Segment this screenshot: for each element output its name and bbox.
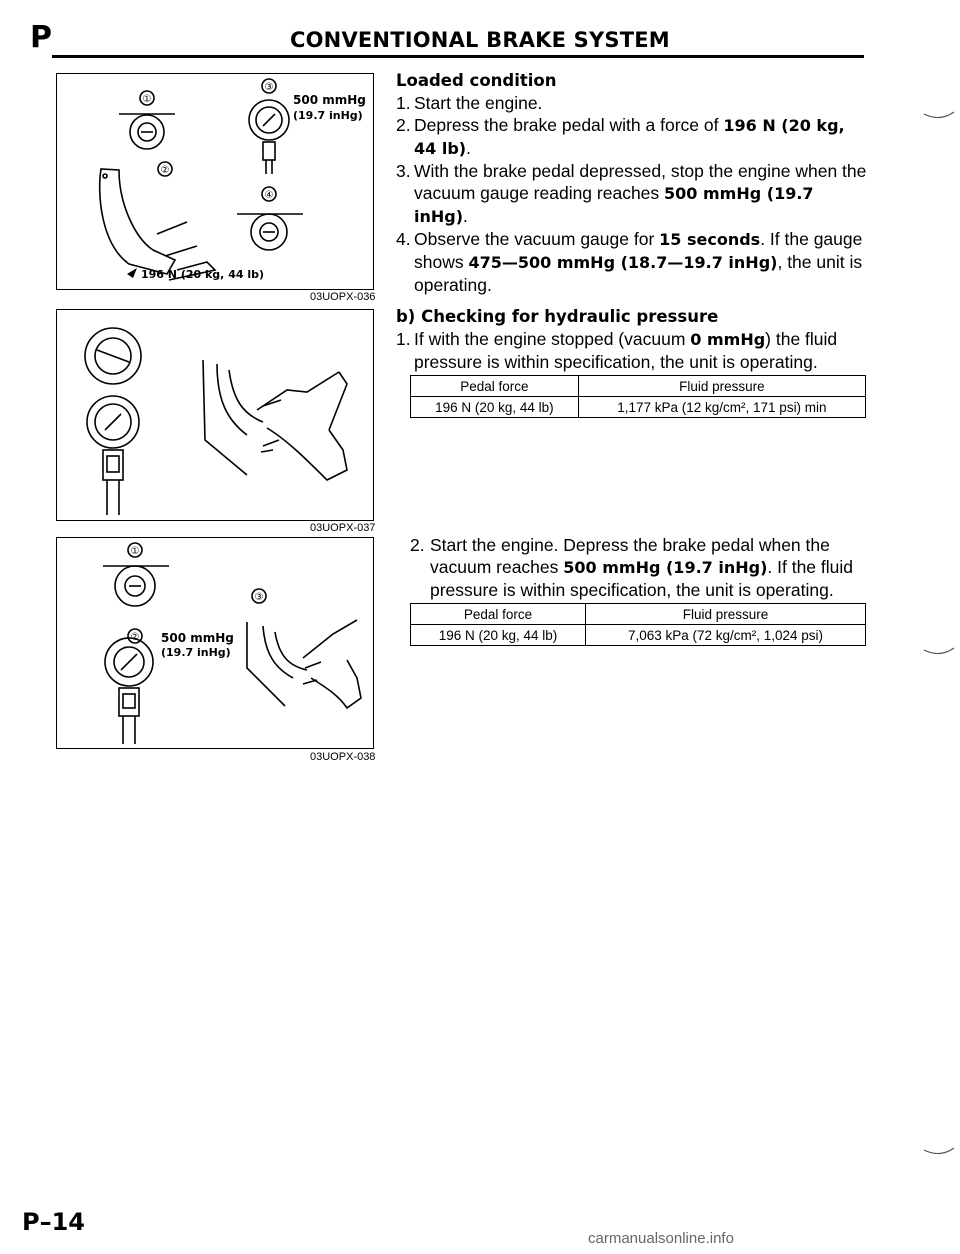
step-text: . [463,206,468,226]
step-text: . If the gauge shows [414,229,863,272]
callout-3: ③ [264,82,274,93]
hydraulic-heading: b) Checking for hydraulic pressure [396,307,719,326]
figure-vacuum-loaded [56,73,374,290]
figure-3-illustration [57,538,373,748]
callout-2: ② [160,165,170,176]
callout-1: ① [142,94,152,105]
table-header-row [411,604,866,625]
force-label: 196 N (20 kg, 44 lb) [141,268,264,281]
step-number: 2. [410,535,425,555]
step-number: 2. [396,115,411,135]
step-emphasis: 500 mmHg (19.7 inHg) [414,184,814,226]
table-cell: 196 N (20 kg, 44 lb) [411,625,586,646]
callout-4: ④ [264,190,274,201]
step-emphasis: 0 mmHg [690,330,766,349]
loaded-step-3 [396,160,872,228]
table-row [411,625,866,646]
table-header-cell: Pedal force [411,604,586,625]
step-text: Depress the brake pedal with a force of [414,115,724,135]
gauge-label-mmhg: 500 mmHg [161,631,234,645]
step-text: With the brake pedal depressed, stop the engine when the vacuum gauge reading reaches [414,161,867,203]
figure-3-code: 03UOPX-038 [310,751,376,763]
step-text: . If the fluid pressure is within specification, the unit is operating. [430,557,853,600]
loaded-heading: Loaded condition [396,71,557,90]
table-header-row [411,376,866,397]
header-rule [52,55,864,58]
figure-1-code: 03UOPX-036 [310,291,376,303]
step-emphasis: 15 seconds [659,230,761,249]
step-text: , the unit is operating. [414,252,863,295]
page-edge-marks [920,110,960,1180]
loaded-step-4 [396,228,872,296]
table-header-cell: Pedal force [411,376,579,397]
step-text: . [466,138,471,158]
table-cell: 196 N (20 kg, 44 lb) [411,397,579,418]
loaded-step-2 [396,114,872,160]
step-number: 1. [396,329,411,349]
hydraulic-step-2 [410,534,872,601]
table-header-cell: Fluid pressure [586,604,866,625]
step-emphasis: 500 mmHg (19.7 inHg) [563,558,768,577]
gauge-label-inhg: (19.7 inHg) [293,109,363,122]
gauge-label-mmhg: 500 mmHg [293,93,366,107]
loaded-step-1 [396,92,872,114]
step-text: If with the engine stopped (vacuum [414,329,691,349]
hydraulic-step-2-block [410,534,872,601]
figure-2-code: 03UOPX-037 [310,522,376,534]
loaded-steps-list [396,92,872,296]
gauge-label-inhg: (19.7 inHg) [161,646,231,659]
step-text: ) the fluid pressure is within specification, the unit is operating. [414,329,838,372]
figure-hydraulic-engine-stopped [56,309,374,521]
step-number: 1. [396,93,411,113]
step-emphasis: 196 N (20 kg, 44 lb) [414,116,845,158]
section-letter: P [30,20,52,55]
step-text: Observe the vacuum gauge for [414,229,660,249]
callout-2: ② [130,632,140,643]
step-number: 4. [396,229,411,249]
page-title: CONVENTIONAL BRAKE SYSTEM [290,28,670,52]
callout-3: ③ [254,592,264,603]
figure-2-illustration [57,310,373,520]
loaded-condition-section [396,70,872,296]
hydraulic-step-1 [396,328,872,373]
spec-table-engine-running [410,603,866,646]
step-text: Start the engine. Depress the brake pedal when the vacuum reaches [430,535,830,577]
step-number: 3. [396,161,411,181]
step-text: Start the engine. [414,93,543,113]
table-header-cell: Fluid pressure [578,376,865,397]
spec-table-engine-stopped [410,375,866,418]
figure-1-illustration [57,74,373,289]
hydraulic-section [396,306,872,373]
step-emphasis: 475—500 mmHg (18.7—19.7 inHg) [468,253,778,272]
figure-hydraulic-engine-running [56,537,374,749]
force-arrow-icon [127,268,137,278]
page-number: P–14 [22,1208,85,1236]
table-cell: 7,063 kPa (72 kg/cm², 1,024 psi) [586,625,866,646]
table-row [411,397,866,418]
table-cell: 1,177 kPa (12 kg/cm², 171 psi) min [578,397,865,418]
watermark: carmanualsonline.info [588,1230,734,1247]
callout-1: ① [130,546,140,557]
